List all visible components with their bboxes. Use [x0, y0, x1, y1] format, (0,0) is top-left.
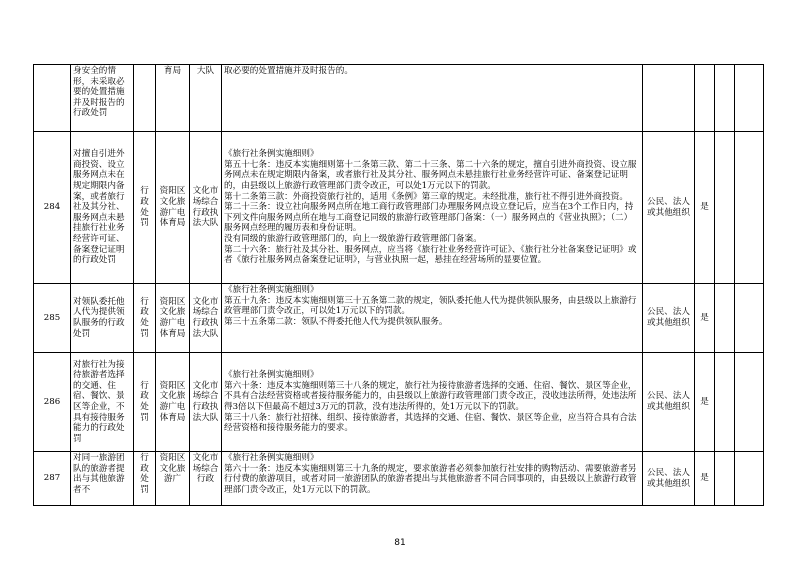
flag: 是 [695, 284, 715, 353]
flag: 是 [695, 353, 715, 452]
basis-line: 第五十七条：违反本实施细则第十二条第三款、第二十三条、第二十六条的规定，擅自引进外商投资、设立服务网点未在规定期限内备案，或者旅行社及其分社、服务网点未悬挂旅行社业务经营许可证、备案登记证明的，由县级以上旅游行政管理部门责令改正，可以处1万元以下的罚款。 [224, 159, 637, 192]
empty-cell [735, 132, 764, 284]
basis-line: 《旅行社条例实施细则》 [224, 370, 319, 381]
item-type: 行政处罚 [134, 284, 156, 353]
row-number: 284 [34, 132, 71, 284]
empty-cell [715, 65, 735, 132]
empty-cell [715, 353, 735, 452]
legal-basis [222, 132, 643, 284]
table-row [34, 65, 764, 132]
empty-cell [715, 452, 735, 506]
enforcement-table [33, 64, 764, 506]
basis-line: 第二十六条：旅行社及其分社、服务网点，应当将《旅行社业务经营许可证》、《旅行社分社备案登记证明》或者《旅行社服务网点备案登记证明》，与营业执照一起，悬挂在经营场所的显要位置。 [224, 244, 637, 266]
empty-cell [715, 284, 735, 353]
implementing-department: 育局 [156, 65, 190, 132]
executing-unit: 文化市场综合行政执法大队 [190, 132, 222, 284]
implementing-department: 资阳区文化旅游广电体育局 [156, 284, 190, 353]
subject [643, 65, 695, 132]
basis-line: 第六十条：违反本实施细则第三十八条的规定，旅行社为接待旅游者选择的交通、住宿、餐饮、景区等企业，不具有合法经营资格或者接待服务能力的，由县级以上旅游行政管理部门责令改正，没收违法所得，处违法所得3倍以下但最高不超过3万元的罚款，没有违法所得的，处1万元以下的罚款。 [224, 380, 637, 412]
empty-cell [735, 284, 764, 353]
legal-basis [222, 353, 643, 452]
flag: 是 [695, 132, 715, 284]
empty-cell [735, 353, 764, 452]
legal-basis [222, 284, 643, 353]
legal-basis [222, 452, 643, 506]
item-type [134, 65, 156, 132]
table-row [34, 132, 764, 284]
row-number: 286 [34, 353, 71, 452]
implementing-department: 资阳区文化旅游广 [156, 452, 190, 506]
item-type: 行政处罚 [134, 132, 156, 284]
basis-line: 第二十三条：设立社向服务网点所在地工商行政管理部门办理服务网点设立登记后，应当在3个工作日内，持下列文件向服务网点所在地与工商登记同级的旅游行政管理部门备案：（一）服务网点的《营业执照》；（二）服务网点经理的履历表和身份证明。 [224, 202, 634, 234]
item-name: 对旅行社为接待旅游者选择的交通、住宿、餐饮、景区等企业，不具有接待服务能力的行政处罚 [71, 353, 134, 452]
basis-line: 第三十五条第二款：领队不得委托他人代为提供领队服务。 [224, 316, 448, 327]
item-name: 对领队委托他人代为提供领队服务的行政处罚 [71, 284, 134, 353]
item-type: 行政处罚 [134, 353, 156, 452]
basis-line: 没有同级的旅游行政管理部门的，向上一级旅游行政管理部门备案。 [224, 233, 482, 244]
basis-line: 《旅行社条例实施细则》 [224, 149, 319, 160]
basis-line: 取必要的处置措施并及时报告的。 [224, 66, 353, 76]
row-number [34, 65, 71, 132]
executing-unit: 文化市场综合行政 [190, 452, 222, 506]
item-name: 对擅自引进外商投资、设立服务网点未在规定期限内备案，或者旅行社及其分社、服务网点未悬挂旅行社业务经营许可证、备案登记证明的行政处罚 [71, 132, 134, 284]
empty-cell [715, 132, 735, 284]
empty-cell [735, 452, 764, 506]
basis-line: 第五十九条：违反本实施细则第三十五条第二款的规定，领队委托他人代为提供领队服务，由县级以上旅游行政管理部门责令改正，可以处1万元以下的罚款。 [224, 295, 637, 317]
executing-unit: 文化市场综合行政执法大队 [190, 353, 222, 452]
table-row [34, 284, 764, 353]
executing-unit: 文化市场综合行政执法大队 [190, 284, 222, 353]
basis-line: 第三十八条：旅行社招徕、组织、接待旅游者，其选择的交通、住宿、餐饮、景区等企业，应当符合具有合法经营资格和接待服务能力的要求。 [224, 412, 637, 434]
item-name: 对同一旅游团队的旅游者提出与其他旅游者不 [71, 452, 134, 506]
table-row [34, 353, 764, 452]
row-number: 287 [34, 452, 71, 506]
basis-line: 《旅行社条例实施细则》 [224, 285, 319, 295]
table-row [34, 452, 764, 506]
subject: 公民、法人或其他组织 [643, 353, 695, 452]
basis-line: 第六十一条：违反本实施细则第三十九条的规定，要求旅游者必须参加旅行社安排的购物活动、需要旅游者另行付费的旅游项目，或者对同一旅游团队的旅游者提出与其他旅游者不同合同事项的，由县级以上旅游行政管理部门责令改正，处1万元以下的罚款。 [224, 463, 637, 495]
item-type: 行政处罚 [134, 452, 156, 506]
implementing-department: 资阳区文化旅游广电体育局 [156, 132, 190, 284]
item-name: 身安全的情形，未采取必要的处置措施并及时报告的行政处罚 [71, 65, 134, 132]
subject: 公民、法人或其他组织 [643, 284, 695, 353]
legal-basis [222, 65, 643, 132]
implementing-department: 资阳区文化旅游广电体育局 [156, 353, 190, 452]
row-number: 285 [34, 284, 71, 353]
subject: 公民、法人或其他组织 [643, 132, 695, 284]
basis-line: 《旅行社条例实施细则》 [224, 453, 319, 463]
subject: 公民、法人或其他组织 [643, 452, 695, 506]
flag [695, 65, 715, 132]
page-number: 81 [394, 538, 406, 548]
executing-unit: 大队 [190, 65, 222, 132]
flag: 是 [695, 452, 715, 506]
empty-cell [735, 65, 764, 132]
basis-line: 第十二条第三款：外商投资旅行社的，适用《条例》第三章的规定。未经批准，旅行社不得引进外商投资。 [224, 191, 628, 202]
